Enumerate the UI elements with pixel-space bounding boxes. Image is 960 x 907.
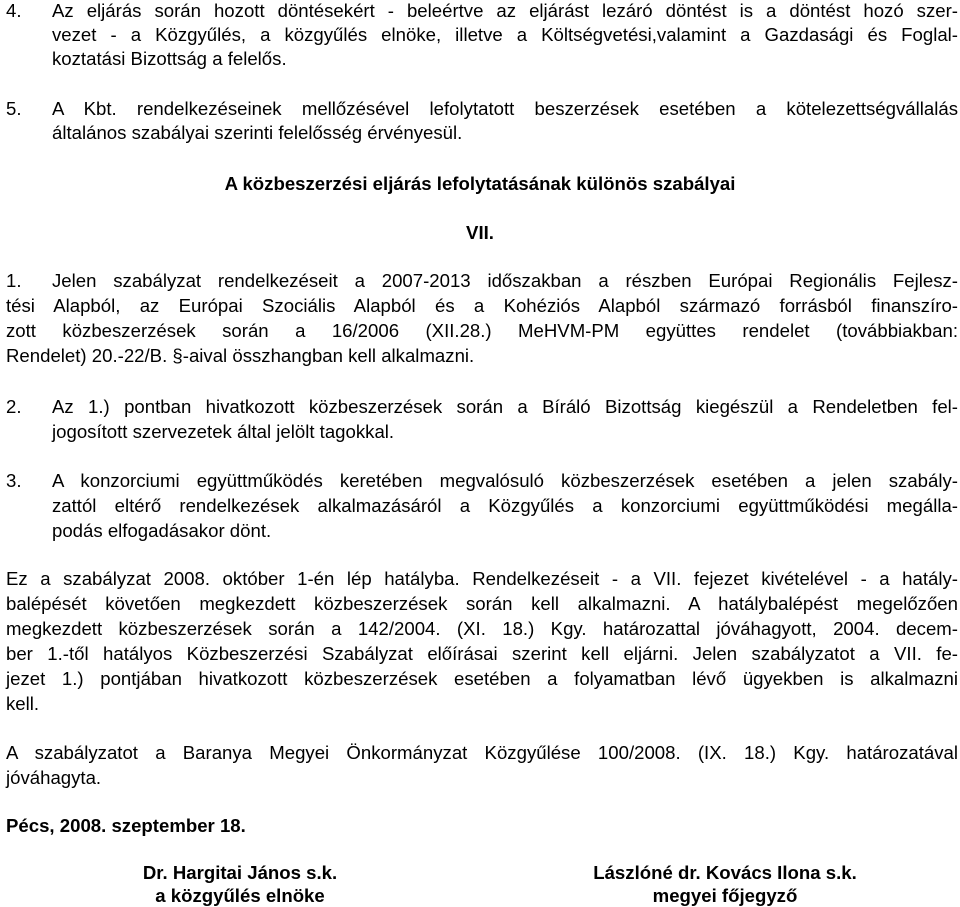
item-2-number: 2.	[6, 396, 22, 417]
approval-line: A szabályzatot a Baranya Megyei Önkormányzat Közgyűlése 100/2008. (IX. 18.) Kgy. határozatával	[6, 742, 958, 763]
item-1-number: 1.	[6, 270, 22, 291]
section-heading: A közbeszerzési eljárás lefolytatásának különös szabályai	[224, 173, 736, 194]
item-3-line: A konzorciumi együttműködés keretében megvalósuló közbeszerzések esetében a jelen szabály-	[52, 470, 958, 491]
item-1-line: Rendelet) 20.-22/B. §-aival összhangban kell alkalmazni.	[6, 345, 475, 366]
signatory-title-right: megyei főjegyző	[652, 885, 798, 906]
item-1-line: zott közbeszerzések során a 16/2006 (XII.28.) MeHVM-PM együttes rendelet (továbbiakban:	[6, 320, 958, 341]
effective-line: balépését követően megkezdett közbeszerzések során kell alkalmazni. A hatálybalépést megelőzően	[6, 593, 958, 614]
effective-line: jezet 1.) pontjában hivatkozott közbeszerzések esetében a folyamatban lévő ügyekben is alkalmazni	[6, 668, 958, 689]
section-4-line: Az eljárás során hozott döntésekért - beleértve az eljárást lezáró döntést is a döntést hozó szer-	[52, 0, 958, 21]
effective-line: megkezdett közbeszerzések során a 142/2004. (XI. 18.) Kgy. határozattal jóváhagyott, 2004. decem-	[6, 618, 958, 639]
signatory-title-left: a közgyűlés elnöke	[155, 885, 325, 906]
item-1-line: tési Alapból, az Európai Szociális Alapból és a Kohéziós Alapból származó forrásból finanszíro-	[6, 295, 958, 316]
item-1-line: Jelen szabályzat rendelkezéseit a 2007-2013 időszakban a részben Európai Regionális Fejlesz-	[52, 270, 958, 291]
item-2-line: jogosított szervezetek által jelölt tagokkal.	[52, 421, 395, 442]
item-3-line: zattól eltérő rendelkezések alkalmazásáról a Közgyűlés a konzorciumi együttműködési megálla-	[52, 495, 958, 516]
section-4-line: koztatási Bizottság a felelős.	[52, 48, 287, 69]
place-date: Pécs, 2008. szeptember 18.	[6, 815, 246, 836]
section-5-line: A Kbt. rendelkezéseinek mellőzésével lefolytatott beszerzések esetében a kötelezettségvállalás	[52, 98, 958, 119]
signatory-name-left: Dr. Hargitai János s.k.	[142, 862, 338, 883]
signatory-name-right: Lászlóné dr. Kovács Ilona s.k.	[593, 862, 857, 883]
chapter-number: VII.	[466, 222, 494, 243]
item-3-line: podás elfogadásakor dönt.	[52, 520, 272, 541]
effective-line: Ez a szabályzat 2008. október 1-én lép hatályba. Rendelkezéseit - a VII. fejezet kivételével - a hatály-	[6, 568, 958, 589]
section-5-number: 5.	[6, 98, 22, 119]
effective-line: ber 1.-től hatályos Közbeszerzési Szabályzat előírásai szerint kell eljárni. Jelen szabályzatot a VII. fe-	[6, 643, 958, 664]
section-4-number: 4.	[6, 0, 22, 21]
item-2-line: Az 1.) pontban hivatkozott közbeszerzések során a Bíráló Bizottság kiegészül a Rendeletben fel-	[52, 396, 958, 417]
item-3-number: 3.	[6, 470, 22, 491]
effective-line: kell.	[6, 693, 40, 714]
section-5-line: általános szabályai szerinti felelősség érvényesül.	[52, 122, 463, 143]
approval-line: jóváhagyta.	[6, 767, 102, 788]
section-4-line: vezet - a Közgyűlés, a közgyűlés elnöke, illetve a Költségvetési,valamint a Gazdasági és Foglal-	[52, 24, 958, 45]
